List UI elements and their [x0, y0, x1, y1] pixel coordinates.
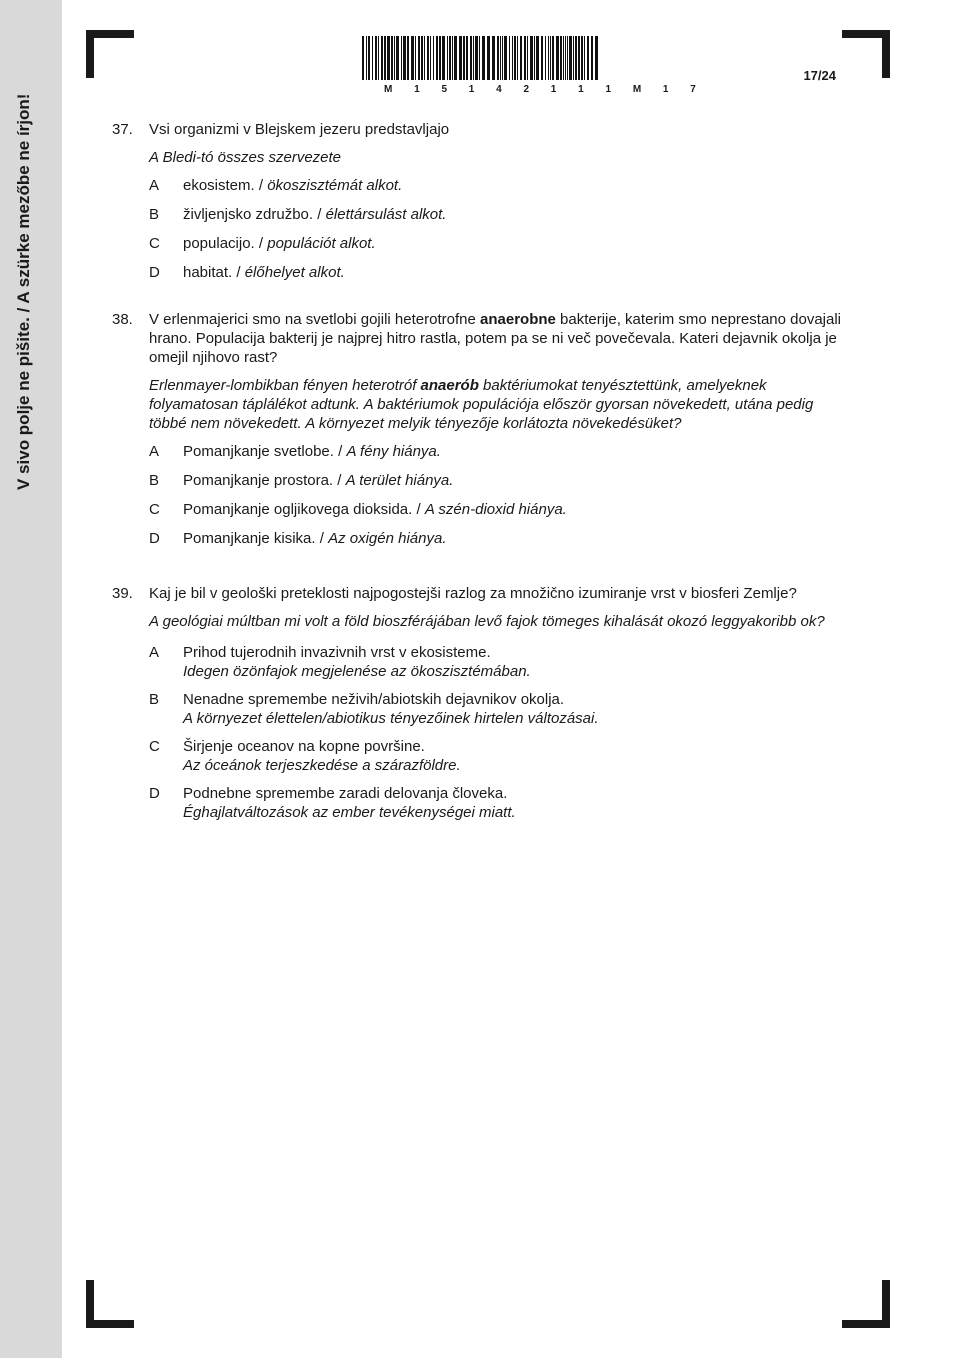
barcode-bar — [502, 36, 503, 80]
barcode-bar — [595, 36, 598, 80]
barcode-bar — [466, 36, 468, 80]
option-letter: A — [149, 644, 160, 661]
question-number: 38. — [112, 311, 133, 328]
answer-option-c[interactable]: C Pomanjkanje ogljikovega dioksida. / A szén-dioxid hiánya. — [149, 501, 567, 518]
barcode-bar — [403, 36, 406, 80]
barcode-bar — [442, 36, 445, 80]
answer-option-d[interactable]: D Pomanjkanje kisika. / Az oxigén hiánya. — [149, 530, 447, 547]
barcode-bar — [509, 36, 510, 80]
question-text: V erlenmajerici smo na svetlobi gojili heterotrofne anaerobne bakterije, katerim smo neprestano dovajali hrano. Populacija bakterij je najprej hitro rastla, potem pa se ni več povečevala. Kateri dejavnik okolja je omejil njihovo rast? — [149, 311, 841, 366]
barcode-bar — [366, 36, 367, 80]
option-letter: C — [149, 738, 160, 755]
option-letter: D — [149, 264, 160, 281]
option-letter: B — [149, 206, 160, 223]
answer-option-d[interactable]: D Podnebne spremembe zaradi delovanja človeka. Éghajlatváltozások az ember tevékenységei miatt. — [149, 785, 516, 821]
barcode-bar — [500, 36, 501, 80]
question-text-hu: A geológiai múltban mi volt a föld bioszférájában levő fajok tömeges kihalását okozó leggyakoribb ok? — [149, 613, 825, 630]
barcode-bar — [575, 36, 577, 80]
barcode-bar — [563, 36, 564, 80]
question-text-hu: Erlenmayer-lombikban fényen heterotróf anaerób baktériumokat tenyésztettünk, amelyeknek folyamatosan táplálékot adtunk. A baktériumok populációja először gyorsan növekedett, utána pedig többé nem növekedett. A környezet melyik tényezője korlátozta növekedésüket? — [149, 377, 814, 432]
barcode-bar — [578, 36, 580, 80]
barcode-bar — [401, 36, 402, 80]
answer-option-b[interactable]: B Nenadne spremembe neživih/abiotskih dejavnikov okolja. A környezet élettelen/abiotikus tényezőinek hirtelen változásai. — [149, 691, 599, 727]
answer-option-a[interactable]: A Prihod tujerodnih invazivnih vrst v ekosisteme. Idegen özönfajok megjelenése az ökoszisztémában. — [149, 644, 531, 680]
barcode-bar — [524, 36, 526, 80]
answer-option-b[interactable]: B življenjsko združbo. / élettársulást alkot. — [149, 206, 447, 223]
option-letter: C — [149, 501, 160, 518]
question-text-hu: A Bledi-tó összes szervezete — [149, 149, 342, 166]
barcode-bar — [394, 36, 395, 80]
barcode-bar — [470, 36, 472, 80]
barcode-bar — [387, 36, 390, 80]
barcode-bar — [459, 36, 462, 80]
barcode-bar — [396, 36, 399, 80]
barcode-bars — [362, 36, 602, 80]
barcode-bar — [384, 36, 386, 80]
barcode-bar — [447, 36, 448, 80]
barcode-digits: M 1 5 1 4 2 1 1 1 M 1 7 — [384, 84, 706, 95]
barcode-bar — [475, 36, 478, 80]
barcode-bar — [552, 36, 554, 80]
barcode-bar — [436, 36, 438, 80]
option-letter: A — [149, 177, 160, 194]
barcode-bar — [454, 36, 457, 80]
barcode-bar — [372, 36, 373, 80]
barcode-bar — [492, 36, 495, 80]
barcode-bar — [497, 36, 499, 80]
option-letter: B — [149, 691, 160, 708]
barcode-bar — [565, 36, 566, 80]
answer-option-c[interactable]: C populacijo. / populációt alkot. — [149, 235, 376, 252]
margin-warning-text: V sivo polje ne pišite. / A szürke mezőbe ne írjon! — [14, 93, 33, 490]
question-39 — [112, 584, 852, 822]
question-38 — [112, 310, 852, 548]
barcode-bar — [368, 36, 370, 80]
barcode-bar — [463, 36, 465, 80]
page-number: 17/24 — [803, 68, 836, 83]
barcode-bar — [430, 36, 431, 80]
barcode-bar — [573, 36, 574, 80]
barcode-bar — [514, 36, 516, 80]
answer-option-a[interactable]: A ekosistem. / ökoszisztémát alkot. — [149, 177, 403, 194]
barcode-bar — [482, 36, 485, 80]
barcode-bar — [548, 36, 549, 80]
questions — [112, 120, 852, 822]
barcode-bar — [517, 36, 518, 80]
barcode-bar — [567, 36, 568, 80]
barcode-bar — [591, 36, 593, 80]
barcode-bar — [411, 36, 414, 80]
answer-option-b[interactable]: B Pomanjkanje prostora. / A terület hiánya. — [149, 472, 454, 489]
barcode-bar — [381, 36, 383, 80]
barcode-bar — [536, 36, 539, 80]
barcode-bar — [418, 36, 420, 80]
barcode-bar — [427, 36, 429, 80]
question-37 — [112, 120, 852, 282]
barcode-bar — [560, 36, 562, 80]
barcode-bar — [415, 36, 416, 80]
barcode-bar — [391, 36, 393, 80]
barcode-bar — [375, 36, 377, 80]
barcode-bar — [449, 36, 451, 80]
question-text: Vsi organizmi v Blejskem jezeru predstavljajo — [149, 121, 450, 138]
barcode-bar — [581, 36, 583, 80]
option-letter: A — [149, 443, 160, 460]
barcode-bar — [584, 36, 585, 80]
question-number: 39. — [112, 585, 133, 602]
option-letter: C — [149, 235, 160, 252]
barcode-bar — [362, 36, 364, 80]
barcode-bar — [541, 36, 543, 80]
barcode-bar — [378, 36, 379, 80]
option-letter: D — [149, 785, 160, 802]
barcode — [362, 36, 706, 95]
barcode-bar — [439, 36, 441, 80]
answer-option-c[interactable]: C Širjenje oceanov na kopne površine. Az óceánok terjeszkedése a szárazföldre. — [149, 738, 461, 774]
question-text: Kaj je bil v geološki preteklosti najpogostejši razlog za množično izumiranje vrst v biosferi Zemlje? — [149, 585, 797, 602]
barcode-bar — [473, 36, 474, 80]
barcode-bar — [545, 36, 546, 80]
barcode-bar — [534, 36, 535, 80]
barcode-bar — [587, 36, 589, 80]
barcode-bar — [452, 36, 453, 80]
barcode-bar — [569, 36, 572, 80]
barcode-bar — [433, 36, 434, 80]
barcode-bar — [504, 36, 507, 80]
barcode-bar — [527, 36, 528, 80]
barcode-bar — [479, 36, 480, 80]
barcode-bar — [520, 36, 522, 80]
option-letter: B — [149, 472, 160, 489]
barcode-bar — [512, 36, 513, 80]
barcode-bar — [421, 36, 423, 80]
barcode-bar — [550, 36, 551, 80]
barcode-bar — [530, 36, 533, 80]
answer-option-d[interactable]: D habitat. / élőhelyet alkot. — [149, 264, 345, 281]
barcode-bar — [407, 36, 409, 80]
barcode-bar — [487, 36, 490, 80]
question-number: 37. — [112, 121, 133, 138]
barcode-bar — [556, 36, 559, 80]
answer-option-a[interactable]: A Pomanjkanje svetlobe. / A fény hiánya. — [149, 443, 441, 460]
barcode-bar — [424, 36, 425, 80]
option-letter: D — [149, 530, 160, 547]
